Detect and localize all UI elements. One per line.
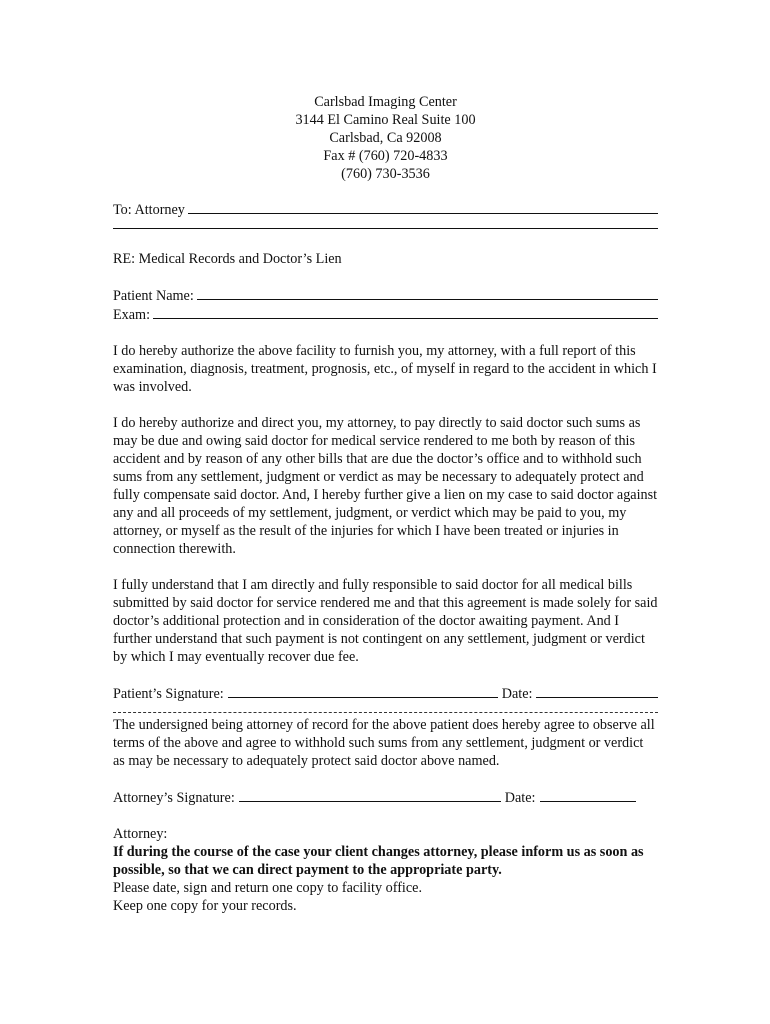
authorization-paragraph: I do hereby authorize the above facility to furnish you, my attorney, with a full report of this examination, diagnosis, treatment, prognosis, etc., of myself in regard to the accident in which I was involved. (113, 343, 657, 395)
facility-address-line2: Carlsbad, Ca 92008 (329, 130, 442, 146)
exam-blank[interactable] (153, 305, 658, 319)
facility-phone: (760) 730-3536 (341, 166, 430, 182)
attorney-date-blank[interactable] (540, 788, 636, 802)
footer-attorney-label: Attorney: (113, 826, 168, 842)
attorney-signature-row (113, 788, 658, 807)
keep-copy-instruction: Keep one copy for your records. (113, 898, 297, 914)
re-line: RE: Medical Records and Doctor’s Lien (113, 251, 342, 267)
patient-signature-row (113, 684, 658, 703)
exam-label: Exam: (113, 307, 151, 323)
patient-signature-label: Patient’s Signature: (113, 686, 224, 702)
to-attorney-blank-2[interactable] (113, 219, 658, 229)
payment-direction-paragraph: I do hereby authorize and direct you, my attorney, to pay directly to said doctor such sums as may be due and owing said doctor for medical service rendered to me both by reason of this accident and by reason of any other bills that are due the doctor’s office and to withhold such sums from any settlement, judgment or verdict as may be necessary to adequately protect and fully compensate said doctor. And, I hereby further give a lien on my case to said doctor against any and all proceeds of my settlement, judgment, or verdict which may be paid to you, my attorney, or myself as the result of the injuries for which I have been treated or injuries in connection therewith. (113, 415, 658, 557)
section-divider (113, 703, 658, 713)
facility-name: Carlsbad Imaging Center (314, 94, 457, 110)
attorney-signature-label: Attorney’s Signature: (113, 790, 235, 806)
patient-date-blank[interactable] (536, 684, 658, 698)
patient-date-label: Date: (501, 686, 533, 702)
return-instruction: Please date, sign and return one copy to facility office. (113, 880, 423, 896)
document-content (113, 93, 658, 915)
responsibility-paragraph: I fully understand that I am directly and fully responsible to said doctor for all medical bills submitted by said doctor for service rendered me and that this agreement is made solely for said doctor’s additional protection and in consideration of the doctor awaiting payment. And I further understand that such payment is not contingent on any settlement, judgment or verdict by which I may eventually recover due fee. (113, 577, 658, 665)
to-attorney-blank[interactable] (188, 200, 658, 214)
letterhead (113, 93, 658, 183)
patient-name-blank[interactable] (197, 286, 658, 300)
attorney-agreement-paragraph: The undersigned being attorney of record for the above patient does hereby agree to observe all terms of the above and agree to withhold such sums from any settlement, judgment or verdict as may be necessary to adequately protect said doctor above named. (113, 717, 655, 769)
facility-address-line1: 3144 El Camino Real Suite 100 (295, 112, 476, 128)
to-attorney-label: To: Attorney (113, 202, 185, 218)
attorney-date-label: Date: (504, 790, 536, 806)
to-attorney-field (113, 200, 658, 219)
attorney-signature-blank[interactable] (239, 788, 501, 802)
exam-field (113, 305, 658, 324)
patient-signature-blank[interactable] (228, 684, 498, 698)
patient-name-label: Patient Name: (113, 288, 194, 304)
facility-fax: Fax # (760) 720-4833 (323, 148, 448, 164)
patient-name-field (113, 286, 658, 305)
change-attorney-notice: If during the course of the case your client changes attorney, please inform us as soon as possible, so that we can direct payment to the appropriate party. (113, 844, 644, 878)
